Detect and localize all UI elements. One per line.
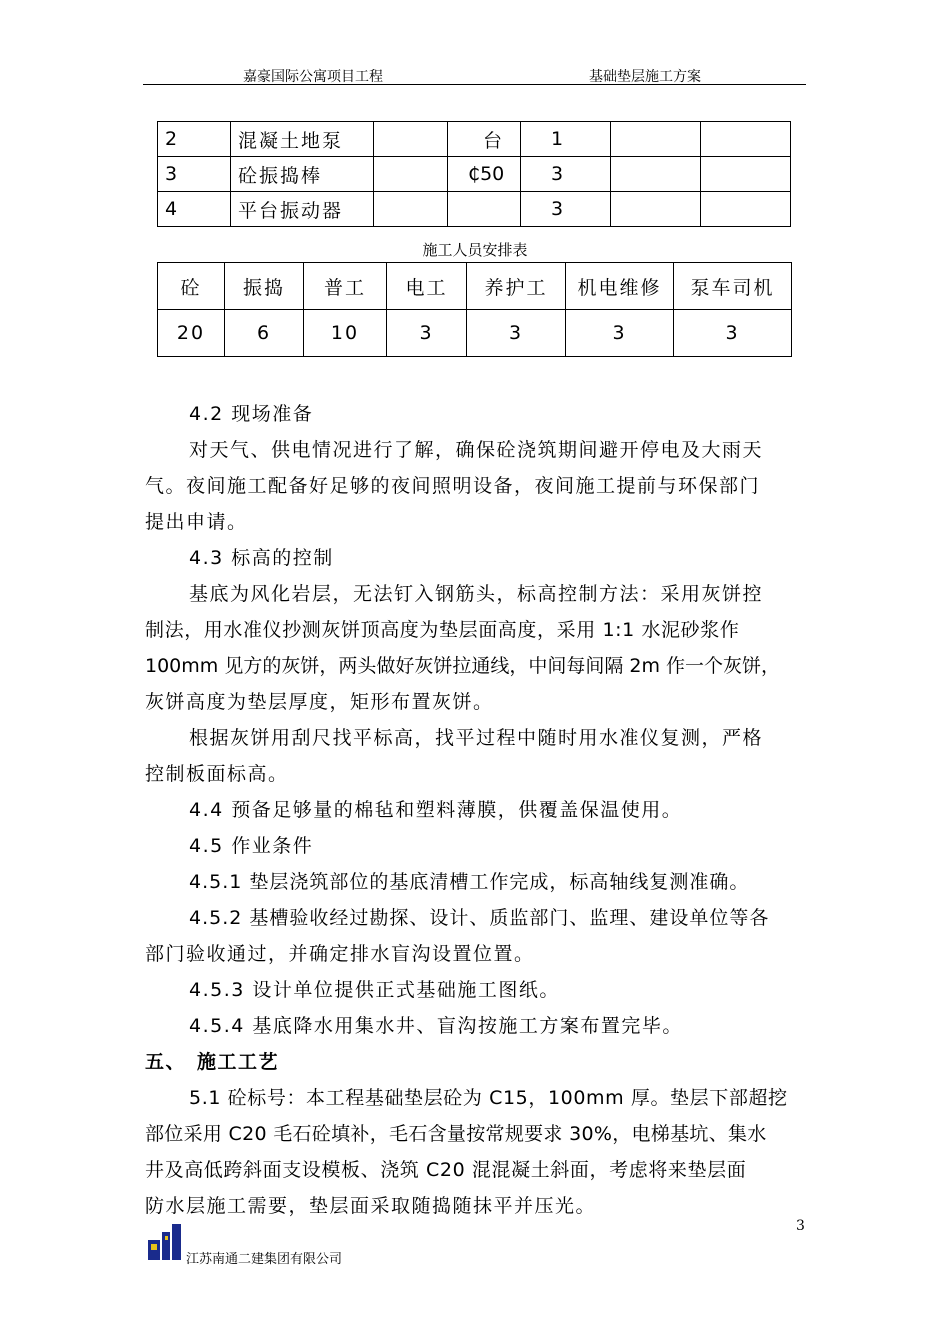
table-row [158, 157, 791, 192]
equipment-cell: 3 [521, 192, 611, 227]
equipment-cell [374, 122, 448, 157]
equipment-cell: 1 [521, 122, 611, 157]
staff-value-cell: 3 [467, 310, 566, 357]
staff-header-cell: 振捣 [225, 263, 304, 310]
header-document-title: 基础垫层施工方案 [589, 69, 701, 85]
equipment-cell [448, 192, 521, 227]
equipment-cell: 4 [158, 192, 231, 227]
page-number: 3 [796, 1218, 805, 1234]
paragraph-line: 基底为风化岩层，无法钉入钢筋头，标高控制方法：采用灰饼控 [189, 583, 764, 605]
equipment-cell: 砼振捣棒 [231, 157, 374, 192]
staff-value-cell: 6 [225, 310, 304, 357]
paragraph-line: 提出申请。 [145, 511, 248, 533]
paragraph-line: 部位采用 C20 毛石砼填补，毛石含量按常规要求 30%，电梯基坑、集水 [145, 1123, 767, 1145]
company-logo-icon [146, 1222, 184, 1262]
section-heading: 4.2 现场准备 [189, 403, 314, 425]
equipment-cell: 3 [158, 157, 231, 192]
equipment-cell: 3 [521, 157, 611, 192]
equipment-cell [374, 192, 448, 227]
paragraph-line: 4.5.1 垫层浇筑部位的基底清槽工作完成，标高轴线复测准确。 [189, 871, 750, 893]
staff-value-cell: 20 [158, 310, 225, 357]
staff-table-caption: 施工人员安排表 [422, 241, 528, 259]
chapter-heading: 五、 施工工艺 [145, 1051, 280, 1073]
equipment-cell [701, 157, 791, 192]
staff-header-cell: 普工 [304, 263, 387, 310]
equipment-cell [701, 122, 791, 157]
section-heading: 4.3 标高的控制 [189, 547, 334, 569]
paragraph-line: 根据灰饼用刮尺找平标高，找平过程中随时用水准仪复测，严格 [189, 727, 764, 749]
equipment-cell: 混凝土地泵 [231, 122, 374, 157]
header-project-name: 嘉豪国际公寓项目工程 [243, 69, 383, 85]
staff-value-cell: 10 [304, 310, 387, 357]
equipment-cell [701, 192, 791, 227]
equipment-cell: ₵50 [448, 157, 521, 192]
staff-value-cell: 3 [387, 310, 467, 357]
equipment-cell: 台 [448, 122, 521, 157]
equipment-cell [374, 157, 448, 192]
staff-header-cell: 电工 [387, 263, 467, 310]
page-header [143, 64, 806, 85]
paragraph-line: 4.5.2 基槽验收经过勘探、设计、质监部门、监理、建设单位等各 [189, 907, 770, 929]
paragraph-line: 对天气、供电情况进行了解，确保砼浇筑期间避开停电及大雨天 [189, 439, 764, 461]
staff-value-cell: 3 [674, 310, 792, 357]
staff-header-cell: 泵车司机 [674, 263, 792, 310]
staff-table [157, 262, 792, 357]
paragraph-line: 井及高低跨斜面支设模板、浇筑 C20 混混凝土斜面，考虑将来垫层面 [145, 1159, 747, 1181]
equipment-table [157, 121, 791, 227]
paragraph-line: 制法，用水准仪抄测灰饼顶高度为垫层面高度，采用 1:1 水泥砂浆作 [145, 619, 740, 641]
staff-header-row [158, 263, 792, 310]
equipment-cell [611, 192, 701, 227]
table-row [158, 122, 791, 157]
paragraph-line: 4.5.4 基底降水用集水井、盲沟按施工方案布置完毕。 [189, 1015, 683, 1037]
staff-value-row [158, 310, 792, 357]
equipment-cell [611, 157, 701, 192]
company-name: 江苏南通二建集团有限公司 [186, 1252, 343, 1267]
paragraph-line: 100mm 见方的灰饼，两头做好灰饼拉通线，中间每间隔 2m 作一个灰饼， [145, 655, 780, 677]
equipment-cell: 平台振动器 [231, 192, 374, 227]
paragraph-line: 灰饼高度为垫层厚度，矩形布置灰饼。 [145, 691, 494, 713]
paragraph-line: 4.5.3 设计单位提供正式基础施工图纸。 [189, 979, 560, 1001]
staff-header-cell: 养护工 [467, 263, 566, 310]
staff-header-cell: 机电维修 [566, 263, 674, 310]
equipment-cell: 2 [158, 122, 231, 157]
staff-header-cell: 砼 [158, 263, 225, 310]
paragraph-line: 5.1 砼标号：本工程基础垫层砼为 C15，100mm 厚。垫层下部超挖 [189, 1087, 788, 1109]
section-heading: 4.5 作业条件 [189, 835, 314, 857]
table-row [158, 192, 791, 227]
paragraph-line: 4.4 预备足够量的棉毡和塑料薄膜，供覆盖保温使用。 [189, 799, 683, 821]
paragraph-line: 部门验收通过，并确定排水盲沟设置位置。 [145, 943, 535, 965]
body-text [145, 396, 810, 1224]
paragraph-line: 防水层施工需要，垫层面采取随捣随抹平并压光。 [145, 1195, 597, 1217]
paragraph-line: 控制板面标高。 [145, 763, 289, 785]
staff-value-cell: 3 [566, 310, 674, 357]
equipment-cell [611, 122, 701, 157]
paragraph-line: 气。夜间施工配备好足够的夜间照明设备，夜间施工提前与环保部门 [145, 475, 761, 497]
